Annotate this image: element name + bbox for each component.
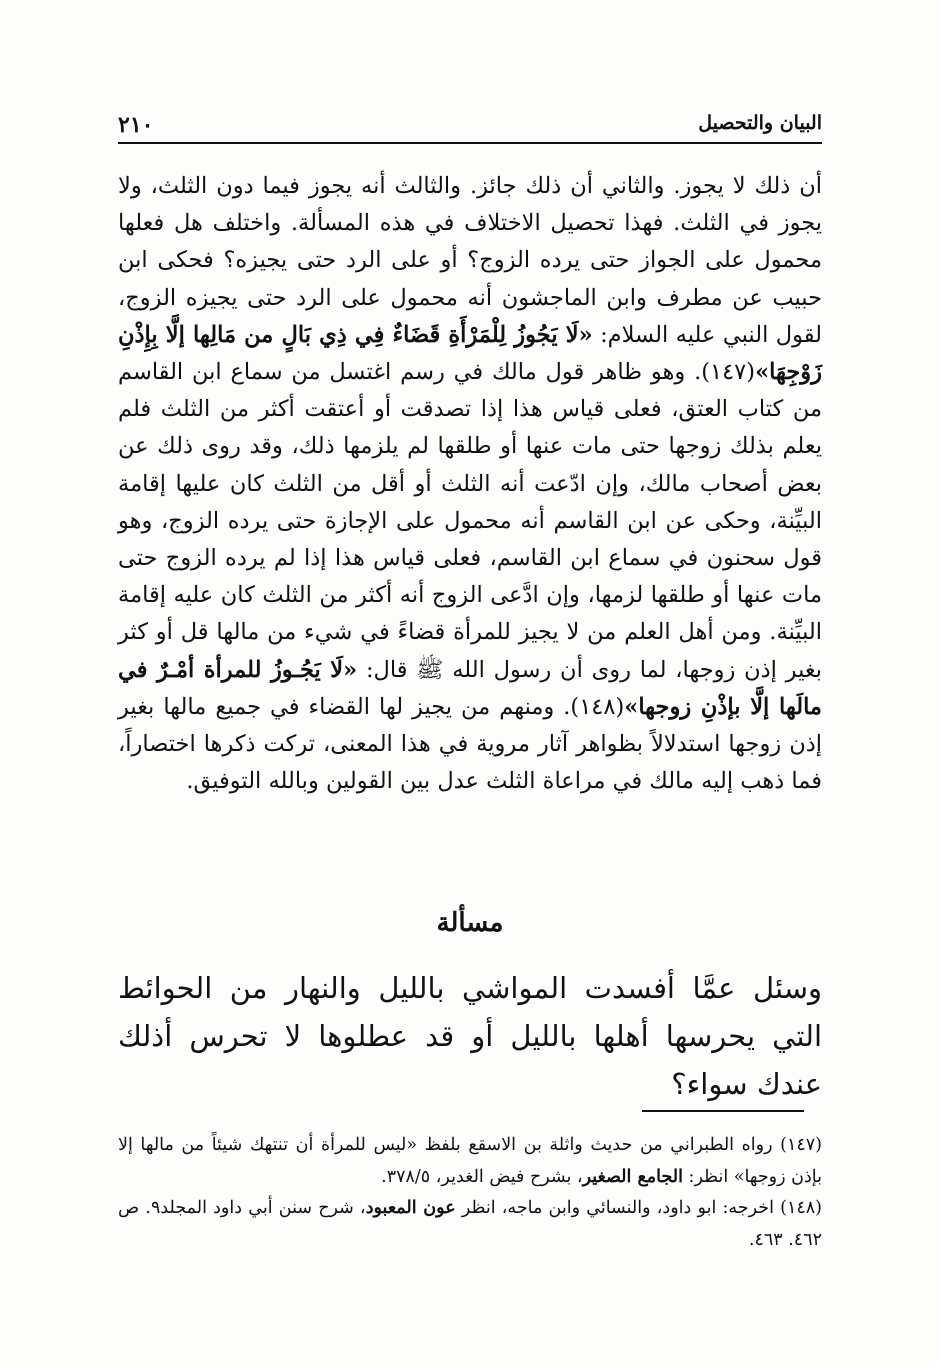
body-text-segment: أن ذلك لا يجوز. والثاني أن ذلك جائز. والثالث أنه يجوز فيما دون الثلث، ولا يجوز في الثلث. فهذا تحصيل الاختلاف في هذه المسألة. واختلف هل فعلها محمول على الجواز حتى يرده الزوج؟ أو على الرد حتى يجيزه؟ فحكى ابن حبيب عن مطرف وابن الماجشون أنه محمول على الرد حتى يجيزه الزوج، لقول النبي عليه السلام: (118, 173, 822, 348)
body-text (118, 168, 822, 800)
footnotes (118, 1130, 822, 1256)
page-number: ٢١٠ (118, 112, 154, 138)
question-text (118, 964, 822, 1108)
footnote-separator (642, 1110, 804, 1112)
footnote-148 (118, 1193, 822, 1256)
body-text-segment: (١٤٨). ومنهم من يجيز لها القضاء في جميع مالها بغير إذن زوجها استدلالاً بظواهر آثار مروية في هذا المعنى، تركت ذكرها اختصاراً، فما ذهب إليه مالك في مراعاة الثلث عدل بين القولين وبالله التوفيق. (118, 693, 822, 795)
body-paragraph (118, 168, 822, 800)
footnote-text: (١٤٧) رواه الطبراني من حديث واثلة بن الاسقع بلفظ «ليس للمرأة أن تنتهك شيئاً من مالها إلا بإذن زوجها» انظر: (118, 1135, 822, 1187)
footnote-text: ، شرح سنن أبي داود المجلد٩. ص ٤٦٢. ٤٦٣. (118, 1198, 822, 1250)
footnote-source-title: الجامع الصغير (582, 1166, 683, 1187)
section-heading: مسألة (436, 908, 504, 938)
hadith-quote: «لَا يَجُوزُ لِلْمَرْأَةِ قَضَاءٌ فِي ذِي بَالٍ من مَالِها إلَّا بِإِذْنِ زَوْجِهَا» (118, 321, 822, 386)
body-text-segment: (١٤٧). وهو ظاهر قول مالك في رسم اغتسل من سماع ابن القاسم من كتاب العتق، فعلى قياس هذا إذا تصدقت أو أعتقت أكثر من الثلث فلم يعلم بذلك زوجها حتى مات عنها أو طلقها لم يلزمها ذلك، وقد روى ذلك عن بعض أصحاب مالك، وإن ادّعت أنه الثلث أو أقل من الثلث كان عليها إقامة البيِّنة، وحكى عن ابن القاسم أنه محمول على الإجازة حتى يرده الزوج، وهو قول سحنون في سماع ابن القاسم، فعلى قياس هذا إذا لم يرده الزوج حتى مات عنها أو طلقها لزمها، وإن ادَّعى الزوج أنه أكثر من الثلث كان عليه إقامة البيِّنة. ومن أهل العلم من لا يجيز للمرأة قضاءً في شيء من مالها قل أو كثر بغير إذن زوجها، لما روى أن رسول الله ﷺ قال: (118, 359, 822, 683)
question-paragraph: وسئل عمَّا أفسدت المواشي بالليل والنهار من الحوائط التي يحرسها أهلها بالليل أو قد عطلوها لا تحرس أذلك عندك سواء؟ (118, 971, 822, 1101)
footnote-source-title: عون المعبود (365, 1198, 456, 1218)
footnote-text: (١٤٨) اخرجه: ابو داود، والنسائي وابن ماجه، انظر (455, 1198, 822, 1218)
footnote-147 (118, 1130, 822, 1193)
running-header (118, 108, 822, 144)
footnote-text: ، بشرح فيض الغدير، ٣٧٨/٥. (381, 1166, 583, 1187)
book-title: البيان والتحصيل (698, 112, 822, 134)
hadith-quote: «لَا يَجُـوزُ للمرأة أمْـرٌ في مالَها إلَّا بإذْنِ زوجها» (118, 656, 822, 720)
